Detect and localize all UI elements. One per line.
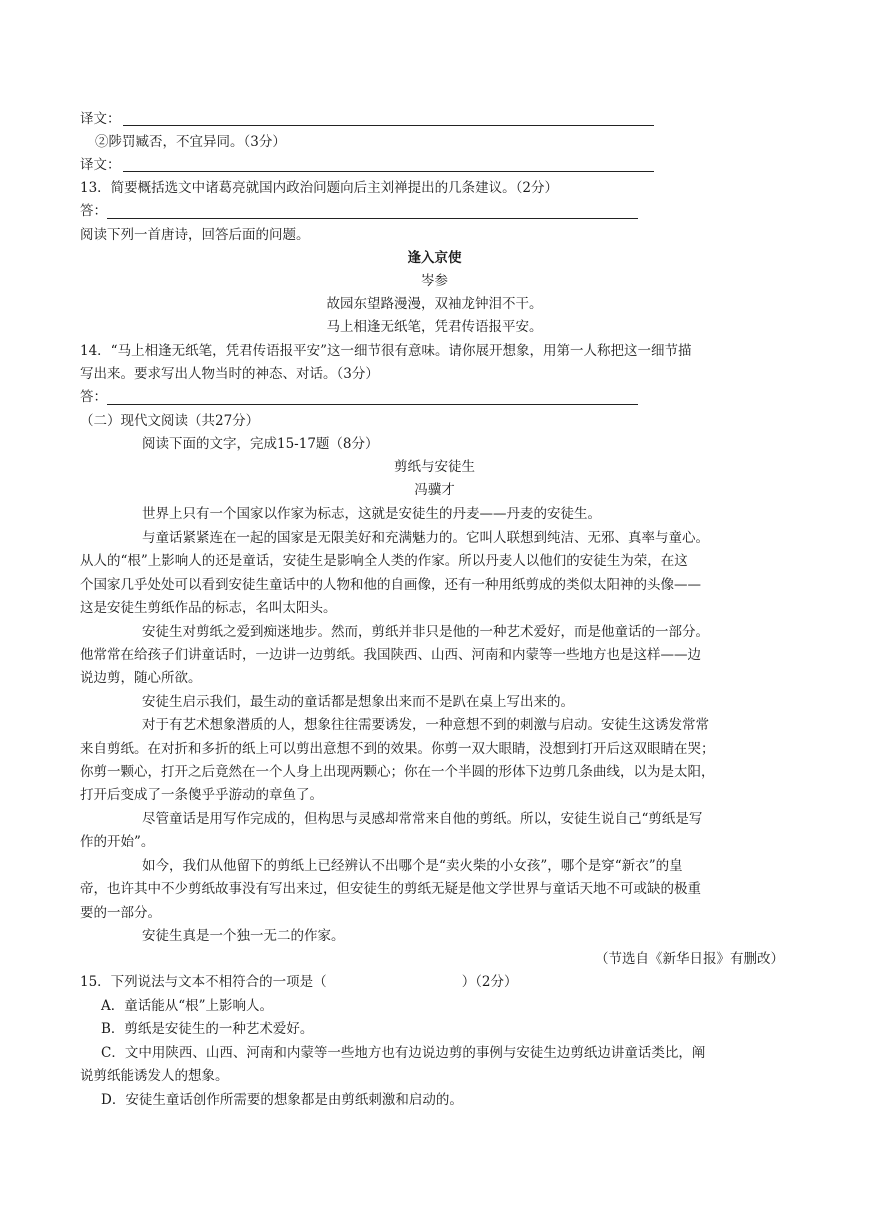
question-15: [80, 971, 518, 993]
article-line: 个国家几乎处处可以看到安徒生童话中的人物和他的自画像，还有一种用纸剪成的类似太阳神的头像——: [80, 577, 701, 593]
poem-line-1: 故园东望路漫漫，双袖龙钟泪不干。: [326, 296, 543, 312]
article-line: 帝，也许其中不少剪纸故事没有写出来过，但安徒生的剪纸无疑是他文学世界与童话天地不可或缺的极重: [80, 881, 701, 897]
answer-label-14: 答：: [80, 389, 107, 405]
article-line: 安徒生对剪纸之爱到痴迷地步。然而，剪纸并非只是他的一种艺术爱好，而是他童话的一部分。: [142, 624, 709, 640]
poem-title: 逢入京使: [407, 250, 462, 266]
article-line: 打开后变成了一条傻乎乎游动的章鱼了。: [80, 787, 323, 803]
section-heading: （二）现代文阅读（共27分）: [80, 413, 260, 429]
article-line: 来自剪纸。在对折和多折的纸上可以剪出意想不到的效果。你剪一双大眼睛，没想到打开后这双眼睛在哭；: [80, 741, 715, 757]
poem-intro: 阅读下列一首唐诗，回答后面的问题。: [80, 227, 310, 243]
article-line: 如今，我们从他留下的剪纸上已经辨认不出哪个是“卖火柴的小女孩”，哪个是穿“新衣”的皇: [142, 858, 683, 874]
translation-label-1: 译文：: [80, 111, 121, 127]
article-line: 安徒生真是一个独一无二的作家。: [142, 928, 345, 944]
article-line: 他常常在给孩子们讲童话时，一边讲一边剪纸。我国陕西、山西、河南和内蒙等一些地方也是这样——边: [80, 647, 701, 663]
answer-line[interactable]: [107, 404, 638, 405]
article-title: 剪纸与安徒生: [394, 459, 475, 475]
question-14-line-2: 写出来。要求写出人物当时的神态、对话。（3分）: [80, 366, 379, 382]
translation-label-2: 译文：: [80, 157, 121, 173]
article-line: 作的开始”。: [80, 834, 155, 850]
answer-line[interactable]: [123, 125, 654, 126]
option-d: D．安徒生童话创作所需要的想象都是由剪纸刺激和启动的。: [101, 1092, 463, 1108]
question-15-suffix: ）（2分）: [461, 974, 518, 990]
article-line: 安徒生启示我们，最生动的童话都是想象出来而不是趴在桌上写出来的。: [142, 694, 574, 710]
option-b: B．剪纸是安徒生的一种艺术爱好。: [101, 1021, 314, 1037]
article-line: 从人的“根”上影响人的还是童话，安徒生是影响全人类的作家。所以丹麦人以他们的安徒生为荣，在这: [80, 553, 688, 569]
answer-line[interactable]: [123, 171, 654, 172]
poem-author: 岑参: [421, 273, 448, 289]
article-line: 这是安徒生剪纸作品的标志，名叫太阳头。: [80, 600, 337, 616]
answer-label-13: 答：: [80, 203, 107, 219]
option-a: A．童话能从“根”上影响人。: [101, 998, 274, 1014]
question-item-2: ②陟罚臧否，不宜异同。（3分）: [95, 134, 286, 150]
question-14-line-1: 14．“马上相逢无纸笔，凭君传语报平安”这一细节很有意味。请你展开想象，用第一人称把这一细节描: [80, 343, 692, 359]
article-line: 与童话紧紧连在一起的国家是无限美好和充满魅力的。它叫人联想到纯洁、无邪、真率与童心。: [142, 530, 709, 546]
article-line: 要的一部分。: [80, 905, 161, 921]
article-source: （节选自《新华日报》有删改）: [595, 951, 784, 967]
article-line: 说边剪，随心所欲。: [80, 670, 202, 686]
poem-line-2: 马上相逢无纸笔，凭君传语报平安。: [326, 319, 543, 335]
answer-line[interactable]: [107, 218, 638, 219]
section-instruction: 阅读下面的文字，完成15-17题（8分）: [142, 436, 379, 452]
article-author: 冯骥才: [414, 482, 455, 498]
article-line: 对于有艺术想象潜质的人，想象往往需要诱发，一种意想不到的刺激与启动。安徒生这诱发常常: [142, 717, 709, 733]
article-line: 尽管童话是用写作完成的，但构思与灵感却常常来自他的剪纸。所以，安徒生说自己“剪纸是写: [142, 811, 703, 827]
article-line: 你剪一颗心，打开之后竟然在一个人身上出现两颗心；你在一个半圆的形体下边剪几条曲线，以为是太阳，: [80, 764, 715, 780]
question-15-prefix: 15．下列说法与文本不相符合的一项是（: [80, 974, 327, 990]
question-13: 13．简要概括选文中诸葛亮就国内政治问题向后主刘禅提出的几条建议。（2分）: [80, 180, 559, 196]
option-c-line-2: 说剪纸能诱发人的想象。: [80, 1068, 229, 1084]
option-c-line-1: C．文中用陕西、山西、河南和内蒙等一些地方也有边说边剪的事例与安徒生边剪纸边讲童话类比，阐: [101, 1045, 706, 1061]
article-line: 世界上只有一个国家以作家为标志，这就是安徒生的丹麦——丹麦的安徒生。: [142, 506, 601, 522]
